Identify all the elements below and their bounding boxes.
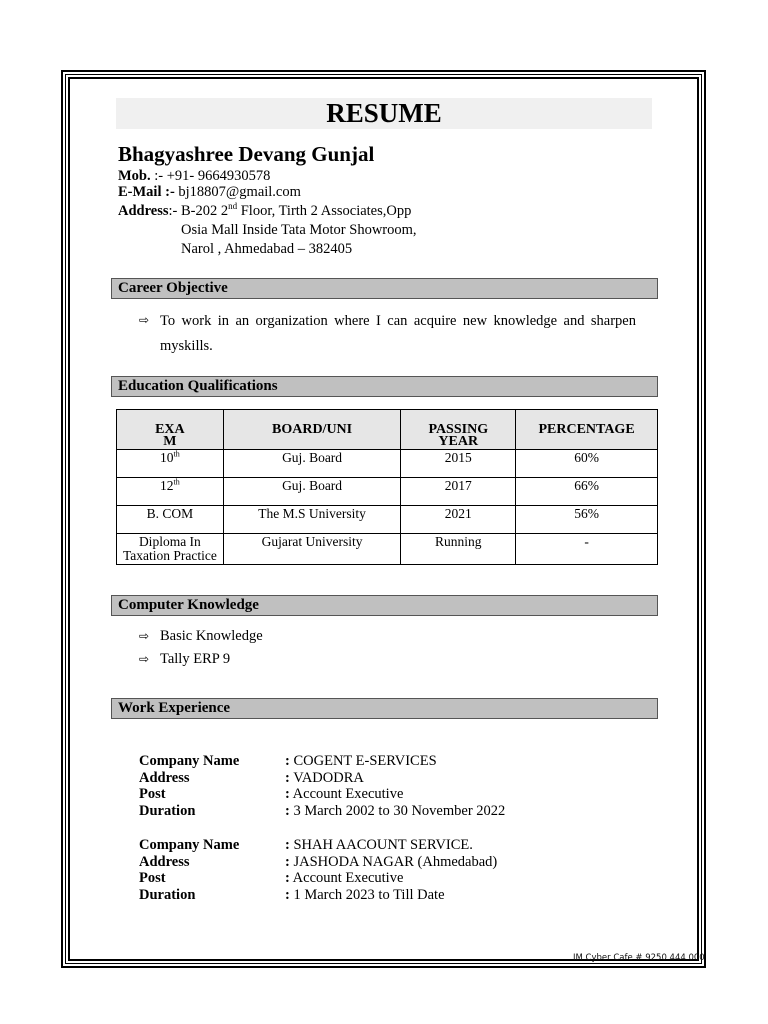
header-text: YEAR <box>438 434 479 449</box>
resume-title: RESUME <box>116 98 652 129</box>
work-row <box>139 887 497 904</box>
mobile-value: :- +91- 9664930578 <box>150 168 271 184</box>
footer-watermark: IM Cyber Cafe # 9250 444 000 <box>573 953 705 963</box>
section-header-career: Career Objective <box>111 278 658 299</box>
section-header-work: Work Experience <box>111 698 658 719</box>
address-line-3: Narol , Ahmedabad – 382405 <box>181 241 353 257</box>
cell-exam <box>117 534 224 565</box>
cell-percentage: - <box>516 534 658 565</box>
work-value: : Account Executive <box>285 786 404 803</box>
cell-exam: B. COM <box>117 506 224 534</box>
cell-percentage: 56% <box>516 506 658 534</box>
work-label: Post <box>139 870 166 887</box>
work-value: : 1 March 2023 to Till Date <box>285 887 445 904</box>
header-percentage <box>516 410 658 450</box>
work-value: : SHAH AACOUNT SERVICE. <box>285 837 473 853</box>
cell-percentage: 66% <box>516 478 658 506</box>
table-row <box>117 478 658 506</box>
header-exam <box>117 410 224 450</box>
work-row <box>139 803 505 820</box>
cell-text: Taxation Practice <box>122 548 217 563</box>
address-part: Floor, Tirth 2 Associates,Opp <box>237 203 412 219</box>
cell-exam <box>117 478 224 506</box>
work-value: : Account Executive <box>285 870 404 887</box>
work-value: : VADODRA <box>285 769 364 786</box>
header-year <box>401 410 516 450</box>
job-duration: 3 March 2002 to 30 November 2022 <box>293 803 506 820</box>
cell-superscript: th <box>173 449 180 459</box>
job-duration: 1 March 2023 to Till Date <box>293 887 445 904</box>
mobile-label: Mob. <box>118 168 151 184</box>
company-name: COGENT E-SERVICES <box>293 753 437 769</box>
work-value: : 3 March 2002 to 30 November 2022 <box>285 803 506 820</box>
education-table <box>116 409 658 565</box>
work-label: Address <box>139 853 190 870</box>
header-text: PERCENTAGE <box>538 422 635 437</box>
table-row <box>117 506 658 534</box>
address-line-2: Osia Mall Inside Tata Motor Showroom, <box>181 222 417 238</box>
header-text: PASSING <box>428 422 489 437</box>
address-superscript: nd <box>228 201 238 212</box>
header-text: EXA <box>155 422 185 437</box>
header-text: BOARD/UNI <box>272 422 353 437</box>
table-row <box>117 534 658 565</box>
company-name: SHAH AACOUNT SERVICE. <box>293 837 473 853</box>
cell-text: Diploma In <box>138 534 201 549</box>
address-part: :- B-202 2 <box>168 203 229 219</box>
work-row <box>139 770 505 787</box>
address-label: Address <box>118 203 169 219</box>
work-row <box>139 786 505 803</box>
email-label: E-Mail :- <box>118 184 175 200</box>
work-row <box>139 837 497 854</box>
cell-board: Guj. Board <box>223 450 401 478</box>
company-address: JASHODA NAGAR (Ahmedabad) <box>293 853 498 870</box>
cell-exam <box>117 450 224 478</box>
work-label: Company Name <box>139 837 240 853</box>
list-item <box>139 650 230 668</box>
email-line <box>118 183 301 201</box>
cell-text: 10 <box>160 450 174 465</box>
cell-board: The M.S University <box>223 506 401 534</box>
company-address: VADODRA <box>293 769 364 786</box>
work-label: Address <box>139 769 190 786</box>
cell-year: 2017 <box>401 478 516 506</box>
cell-board: Gujarat University <box>223 534 401 565</box>
work-label: Post <box>139 786 166 803</box>
candidate-name: Bhagyashree Devang Gunjal <box>118 142 375 166</box>
job-post: Account Executive <box>292 870 404 887</box>
work-value: : JASHODA NAGAR (Ahmedabad) <box>285 853 498 870</box>
job-post: Account Executive <box>292 786 404 803</box>
table-row <box>117 450 658 478</box>
work-row <box>139 753 505 770</box>
list-item-text: Basic Knowledge <box>160 628 263 644</box>
section-header-computer: Computer Knowledge <box>111 595 658 616</box>
arrow-bullet-icon: ⇨ <box>139 313 150 327</box>
arrow-bullet-icon: ⇨ <box>139 629 150 643</box>
work-entry <box>139 753 505 820</box>
list-item <box>139 627 263 645</box>
cell-superscript: th <box>173 477 180 487</box>
header-text: M <box>163 434 177 449</box>
section-header-education: Education Qualifications <box>111 376 658 397</box>
header-board <box>223 410 401 450</box>
work-row <box>139 870 497 887</box>
arrow-bullet-icon: ⇨ <box>139 652 150 666</box>
cell-year: 2021 <box>401 506 516 534</box>
work-label: Company Name <box>139 753 240 769</box>
cell-year: Running <box>401 534 516 565</box>
cell-year: 2015 <box>401 450 516 478</box>
work-value: : COGENT E-SERVICES <box>285 753 437 769</box>
work-label: Duration <box>139 803 196 820</box>
work-label: Duration <box>139 887 196 904</box>
career-objective-text: To work in an organization where I can acquire new knowledge and sharpen myskills. <box>160 313 636 354</box>
list-item-text: Tally ERP 9 <box>160 651 231 667</box>
table-header-row <box>117 410 658 450</box>
email-value: bj18807@gmail.com <box>174 184 301 200</box>
cell-board: Guj. Board <box>223 478 401 506</box>
work-entry <box>139 837 497 904</box>
address-line-1 <box>118 202 411 220</box>
cell-percentage: 60% <box>516 450 658 478</box>
cell-text: 12 <box>160 478 174 493</box>
work-row <box>139 854 497 871</box>
